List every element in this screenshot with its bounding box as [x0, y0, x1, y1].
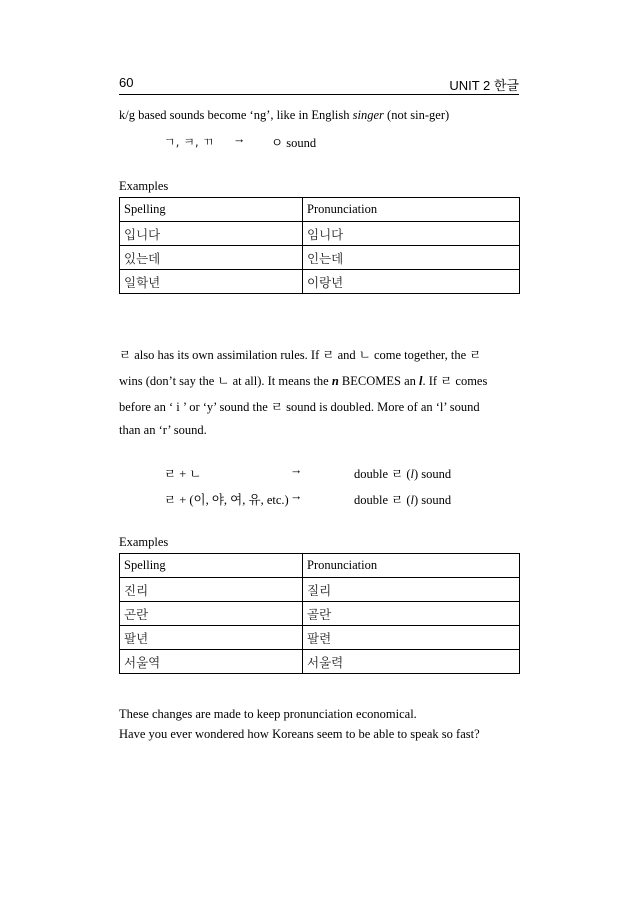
column-header-pronunciation: Pronunciation — [303, 554, 520, 578]
spelling-cell: 일학년 — [120, 270, 303, 294]
spelling-cell: 곤란 — [120, 602, 303, 626]
table-header-row — [120, 198, 520, 222]
arrow-right-icon: → — [233, 132, 246, 146]
arrow-right-icon: → — [290, 489, 303, 503]
paragraph-line-2: wins (don’t say the ㄴ at all). It means the n BECOMES an l. If ㄹ comes — [119, 374, 488, 388]
pronunciation-cell: 이랑년 — [303, 270, 520, 294]
column-header-spelling: Spelling — [120, 554, 303, 578]
table-row — [120, 222, 520, 246]
unit-title: UNIT 2 한글 — [449, 78, 519, 93]
closing-line-1: These changes are made to keep pronunciation economical. — [119, 707, 417, 721]
formula-left: ㄱ, ㅋ, ㄲ — [164, 135, 215, 149]
closing-line-2: Have you ever wondered how Koreans seem to be able to speak so fast? — [119, 727, 480, 741]
examples-table-2 — [119, 553, 520, 674]
examples-label-2: Examples — [119, 535, 169, 549]
table-row — [120, 602, 520, 626]
examples-table-1 — [119, 197, 520, 294]
table-header-row — [120, 554, 520, 578]
table-row — [120, 246, 520, 270]
rule-sentence-kg: k/g based sounds become ‘ng’, like in English singer (not sin-ger) — [119, 108, 450, 122]
pronunciation-cell: 질리 — [303, 578, 520, 602]
arrow-right-icon: → — [290, 463, 303, 477]
page-header — [119, 74, 519, 95]
pronunciation-cell: 골란 — [303, 602, 520, 626]
page-number: 60 — [119, 75, 134, 90]
column-header-pronunciation: Pronunciation — [303, 198, 520, 222]
spelling-cell: 진리 — [120, 578, 303, 602]
table-row — [120, 650, 520, 674]
table-row — [120, 578, 520, 602]
rule-1-left: ㄹ + ㄴ — [164, 467, 202, 481]
spelling-cell: 팔년 — [120, 626, 303, 650]
pronunciation-cell: 서울력 — [303, 650, 520, 674]
spelling-cell: 입니다 — [120, 222, 303, 246]
pronunciation-cell: 임니다 — [303, 222, 520, 246]
spelling-cell: 있는데 — [120, 246, 303, 270]
paragraph-line-4: than an ‘r’ sound. — [119, 423, 207, 437]
paragraph-line-1: ㄹ also has its own assimilation rules. If ㄹ and ㄴ come together, the ㄹ — [119, 348, 482, 362]
rule-1-result: double ㄹ (l) sound — [354, 467, 452, 481]
rule-2-result: double ㄹ (l) sound — [354, 493, 452, 507]
table-row — [120, 626, 520, 650]
table-row — [120, 270, 520, 294]
paragraph-line-3: before an ‘ i ’ or ‘y’ sound the ㄹ sound is doubled. More of an ‘l’ sound — [119, 400, 480, 414]
formula-right: ㅇ sound — [271, 136, 317, 150]
rule-2-left: ㄹ + (이, 야, 여, 유, etc.) — [164, 493, 289, 507]
pronunciation-cell: 인는데 — [303, 246, 520, 270]
spelling-cell: 서울역 — [120, 650, 303, 674]
column-header-spelling: Spelling — [120, 198, 303, 222]
pronunciation-cell: 팔련 — [303, 626, 520, 650]
examples-label-1: Examples — [119, 179, 169, 193]
